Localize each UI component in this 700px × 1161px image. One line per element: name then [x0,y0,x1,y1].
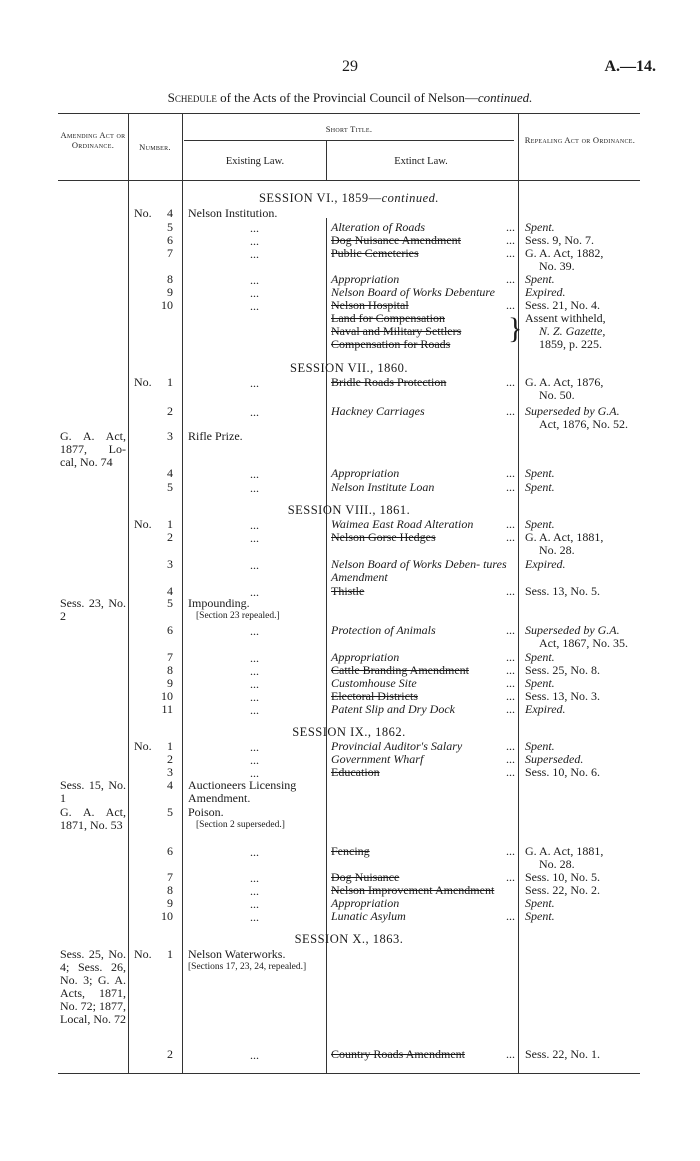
dots: ... [250,467,259,481]
brace: } [508,312,523,345]
session-heading: SESSION VIII., 1861. [287,503,411,517]
dots: ... [250,286,259,300]
col-divider-3 [326,140,327,180]
existing-law: Impounding. [Section 23 repealed.] [188,596,280,621]
existing-law: Rifle Prize. [188,429,243,443]
repealing-act: Sess. 25, No. 8. [525,663,601,677]
extinct-law: Dog Nuisance ... [331,870,515,884]
session-heading: SESSION IX., 1862. [292,725,406,739]
repealing-act: Sess. 9, No. 7. [525,233,595,247]
repealing-act: G. A. Act, 1881, No. 28. [525,844,604,871]
dots: ... [250,405,259,419]
extinct-law: Nelson Board of Works Deben- tures Amendment [331,557,507,584]
extinct-law: Compensation for Roads [331,337,451,351]
extinct-law: Land for Compensation [331,311,445,325]
extinct-law: Cattle Branding Amendment ... [331,663,515,677]
extinct-law: Public Cemeteries ... [331,246,515,260]
dots: ... [250,664,259,678]
dots: ... [250,677,259,691]
existing-law: Nelson Waterworks. [Sections 17, 23, 24, repealed.] [188,947,307,972]
dots: ... [250,740,259,754]
amending-act: Sess. 15, No. 1 [60,778,126,805]
repealing-act: Spent. [525,676,555,690]
extinct-law: Electoral Districts ... [331,689,515,703]
dots: ... [250,753,259,767]
dots: ... [250,531,259,545]
amending-act: Sess. 23, No. 2 [60,596,126,623]
col-divider-1 [128,113,129,1073]
repealing-act: Sess. 13, No. 3. [525,689,601,703]
table-top-rule [58,113,640,114]
existing-law: Auctioneers Licensing Amendment. [188,778,297,805]
extinct-law: Hackney Carriages ... [331,404,515,418]
amending-act: Sess. 25, No. 4; Sess. 26, No. 3; G. A. Acts, 1871, No. 72; 1877, Local, No. 72 [60,947,126,1026]
page-number: 29 [342,58,358,75]
extinct-law: Provincial Auditor's Salary ... [331,739,515,753]
amending-act: G. A. Act, 1871, No. 53 [60,805,126,832]
dots: ... [250,247,259,261]
extinct-law: Appropriation ... [331,650,515,664]
repealing-act: Superseded. [525,752,584,766]
dots: ... [250,871,259,885]
extinct-law: Appropriation [331,896,400,910]
repealing-act: Sess. 22, No. 1. [525,1047,601,1061]
extinct-law: Appropriation ... [331,466,515,480]
dots: ... [250,845,259,859]
dots: ... [250,234,259,248]
session-heading: SESSION VII., 1860. [290,361,408,375]
session-heading: SESSION X., 1863. [294,932,404,946]
header-amending: Amending Act or Ordinance. [60,130,126,150]
repealing-act: Sess. 10, No. 5. [525,870,601,884]
repealing-act: Expired. [525,285,566,299]
repealing-act: Expired. [525,557,566,571]
repealing-act: Spent. [525,909,555,923]
extinct-law: Bridle Roads Protection ... [331,375,515,389]
existing-law: Poison. [Section 2 superseded.] [188,805,285,830]
extinct-law: Dog Nuisance Amendment ... [331,233,515,247]
extinct-law: Naval and Military Settlers [331,324,462,338]
header-extinct-law: Extinct Law. [394,156,448,167]
extinct-law: Lunatic Asylum ... [331,909,515,923]
extinct-law: Customhouse Site ... [331,676,515,690]
extinct-law: Fencing ... [331,844,515,858]
dots: ... [250,273,259,287]
extinct-law: Protection of Animals ... [331,623,515,637]
dots: ... [250,518,259,532]
dots: ... [250,558,259,572]
header-existing-law: Existing Law. [225,156,285,167]
extinct-law: Nelson Gorse Hedges ... [331,530,515,544]
repealing-act: Sess. 10, No. 6. [525,765,601,779]
dots: ... [250,624,259,638]
repealing-act: Assent withheld, N. Z. Gazette, 1859, p. 225. [525,311,606,351]
dots: ... [250,897,259,911]
extinct-law: Waimea East Road Alteration ... [331,517,515,531]
extinct-law: Nelson Board of Works Debenture [331,285,495,299]
header-number: Number. [139,142,171,152]
extinct-law: Nelson Improvement Amendment [331,883,495,897]
dots: ... [250,376,259,390]
repealing-act: Spent. [525,650,555,664]
extinct-law: Appropriation ... [331,272,515,286]
dots: ... [250,766,259,780]
repealing-act: G. A. Act, 1882, No. 39. [525,246,604,273]
header-short-title-rule [184,140,514,141]
dots: ... [250,1048,259,1062]
dots: ... [250,585,259,599]
repealing-act: G. A. Act, 1876, No. 50. [525,375,604,402]
repealing-act: Expired. [525,702,566,716]
repealing-act: Sess. 21, No. 4. [525,298,601,312]
extinct-law: Education ... [331,765,515,779]
extinct-law: Country Roads Amendment ... [331,1047,515,1061]
extinct-law: Nelson Institute Loan ... [331,480,515,494]
repealing-act: Spent. [525,220,555,234]
dots: ... [250,690,259,704]
dots: ... [250,910,259,924]
header-repealing: Repealing Act or Ordinance. [524,135,636,145]
header-bottom-rule [58,180,640,181]
repealing-act: Spent. [525,517,555,531]
repealing-act: Superseded by G.A. Act, 1867, No. 35. [525,623,628,650]
table-bottom-rule [58,1073,640,1074]
repealing-act: Spent. [525,739,555,753]
schedule-title: Schedule of the Acts of the Provincial Council of Nelson—continued. [167,90,533,105]
dots: ... [250,481,259,495]
dots: ... [250,651,259,665]
session-heading: SESSION VI., 1859—continued. [258,191,440,205]
col-divider-2 [182,113,183,1073]
repealing-act: Spent. [525,466,555,480]
extinct-law: Nelson Hospital ... [331,298,515,312]
extinct-law: Patent Slip and Dry Dock ... [331,702,515,716]
dots: ... [250,221,259,235]
extinct-law: Thistle ... [331,584,515,598]
dots: ... [250,703,259,717]
repealing-act: Sess. 22, No. 2. [525,883,601,897]
repealing-act: Spent. [525,272,555,286]
extinct-law: Alteration of Roads ... [331,220,515,234]
document-reference: A.—14. [604,58,656,75]
header-short-title: Short Title. [325,124,373,134]
repealing-act: G. A. Act, 1881, No. 28. [525,530,604,557]
existing-law: Nelson Institution. [188,206,278,220]
col-divider-4 [518,113,519,1073]
repealing-act: Spent. [525,480,555,494]
repealing-act: Spent. [525,896,555,910]
dots: ... [250,299,259,313]
amending-act: G. A. Act, 1877, Lo- cal, No. 74 [60,429,126,469]
extinct-law: Government Wharf ... [331,752,515,766]
repealing-act: Superseded by G.A. Act, 1876, No. 52. [525,404,628,431]
dots: ... [250,884,259,898]
repealing-act: Sess. 13, No. 5. [525,584,601,598]
